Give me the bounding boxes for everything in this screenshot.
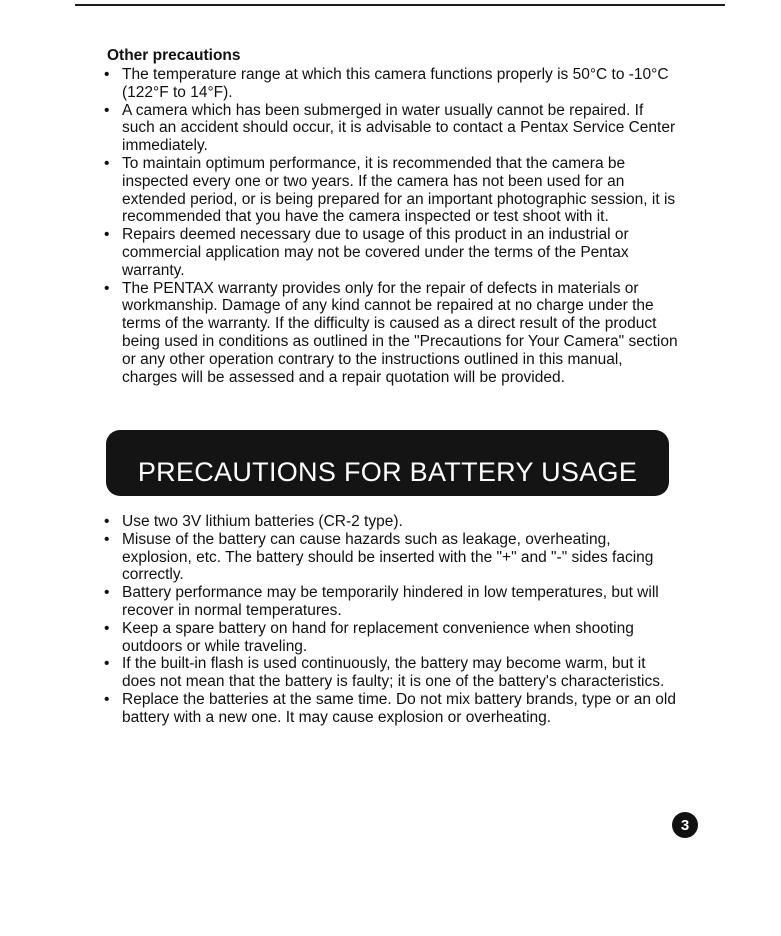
list-item [104, 280, 679, 387]
list-item [104, 691, 679, 727]
list-item-text: If the built-in flash is used continuously, the battery may become warm, but it does not mean that the battery is faulty; it is one of the battery's characteristics. [122, 655, 665, 691]
bullet-icon: • [104, 690, 110, 708]
list-item-text: Repairs deemed necessary due to usage of this product in an industrial or commercial application may not be covered under the terms of the Pentax warranty. [122, 226, 629, 279]
list-item-text: Battery performance may be temporarily hindered in low temperatures, but will recover in normal temperatures. [122, 584, 659, 619]
page-number-badge: 3 [672, 812, 698, 838]
battery-section-title: PRECAUTIONS FOR BATTERY USAGE [137, 457, 638, 487]
bullet-icon: • [104, 655, 110, 673]
bullet-icon: • [104, 101, 110, 119]
list-item-text: Misuse of the battery can cause hazards such as leakage, overheating, explosion, etc. The battery should be inserted with the "+" and "-" sides facing correctly. [122, 530, 654, 584]
list-item [104, 226, 679, 279]
top-rule [75, 4, 725, 6]
bullet-icon: • [104, 279, 110, 297]
bullet-icon: • [104, 584, 110, 602]
list-item [104, 584, 679, 620]
list-item [104, 155, 679, 226]
list-item [104, 620, 679, 656]
list-item [104, 531, 679, 584]
list-item-text: Replace the batteries at the same time. Do not mix battery brands, type or an old battery with a new one. It may cause explosion or overheating. [122, 690, 676, 726]
list-item-text: Use two 3V lithium batteries (CR-2 type). [122, 513, 403, 530]
bullet-icon: • [104, 513, 110, 530]
list-item-text: The PENTAX warranty provides only for the repair of defects in materials or workmanship. Damage of any kind cannot be repaired at no charge under the terms of the warranty. If the difficulty is caused as a direct result of the product being used in conditions as outlined in the "Precautions for Your Camera" section or any other operation contrary to the instructions outlined in this manual, charges will be assessed and a repair quotation will be provided. [122, 279, 678, 386]
other-precautions-heading: Other precautions [107, 47, 241, 64]
list-item [104, 102, 679, 155]
list-item [104, 66, 679, 102]
bullet-icon: • [104, 154, 110, 172]
list-item [104, 655, 679, 691]
battery-section-banner [106, 430, 669, 496]
list-item-text: The temperature range at which this camera functions properly is 50°C to -10°C (122°F to 14°F). [122, 66, 669, 101]
list-item-text: A camera which has been submerged in water usually cannot be repaired. If such an accident should occur, it is advisable to contact a Pentax Service Center immediately. [122, 101, 676, 155]
list-item [104, 513, 679, 531]
bullet-icon: • [104, 66, 110, 83]
list-item-text: To maintain optimum performance, it is recommended that the camera be inspected every one or two years. If the camera has not been used for an extended period, or is being prepared for an important photographic session, it is recommended that you have the camera inspected or test shoot with it. [122, 154, 676, 226]
bullet-icon: • [104, 530, 110, 548]
list-item-text: Keep a spare battery on hand for replacement convenience when shooting outdoors or while traveling. [122, 619, 634, 655]
other-precautions-list [104, 66, 679, 386]
bullet-icon: • [104, 226, 110, 244]
battery-precautions-list [104, 513, 679, 727]
bullet-icon: • [104, 619, 110, 637]
